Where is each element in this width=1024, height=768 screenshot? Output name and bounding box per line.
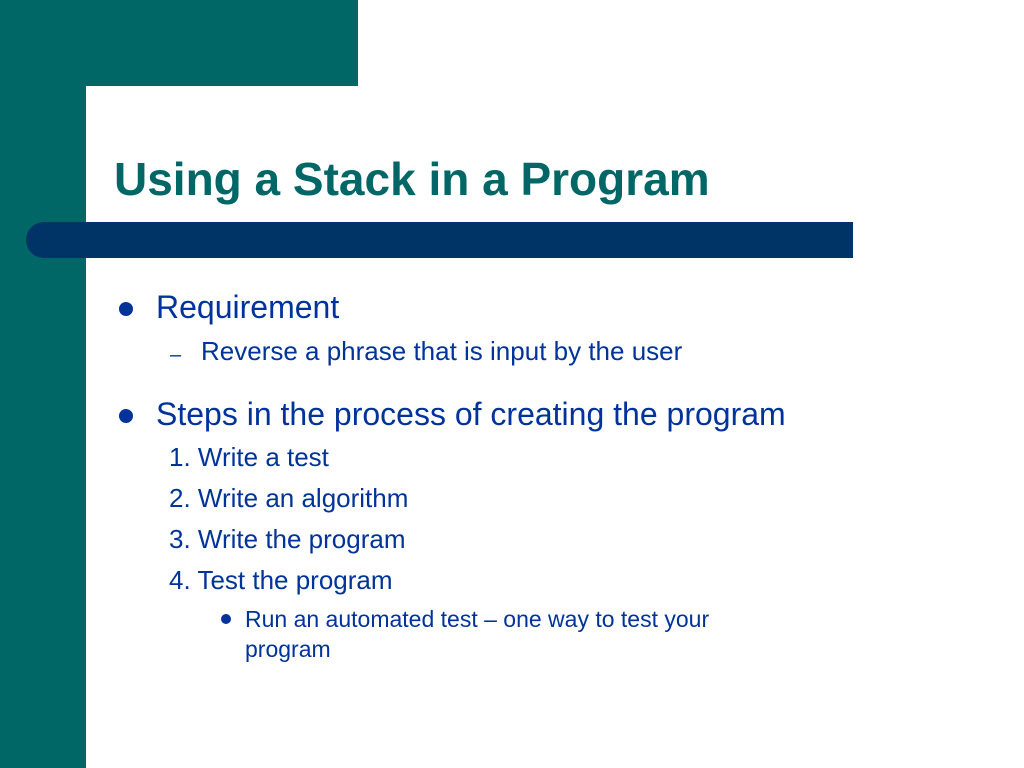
bullet-steps: Steps in the process of creating the program — [156, 396, 786, 432]
step-item: 4. Test the program — [169, 565, 393, 595]
bullet-dot-icon — [221, 614, 231, 624]
step-item: 3. Write the program — [169, 524, 406, 554]
bullet-dot-icon — [119, 302, 133, 316]
step-item: 1. Write a test — [169, 442, 329, 472]
step-item: 2. Write an algorithm — [169, 483, 409, 513]
title-underline-bar — [26, 222, 853, 258]
sub-bullet-automated-test-cont: program — [245, 636, 331, 662]
sub-bullet-automated-test: Run an automated test – one way to test your — [245, 606, 710, 632]
dash-icon: – — [170, 344, 182, 366]
bullet-dot-icon — [119, 409, 133, 423]
teal-side-band — [0, 0, 86, 768]
slide-title: Using a Stack in a Program — [114, 153, 710, 205]
bullet-requirement: Requirement — [156, 289, 340, 325]
sub-bullet-reverse-phrase: Reverse a phrase that is input by the user — [201, 336, 683, 366]
teal-top-band — [0, 0, 358, 86]
